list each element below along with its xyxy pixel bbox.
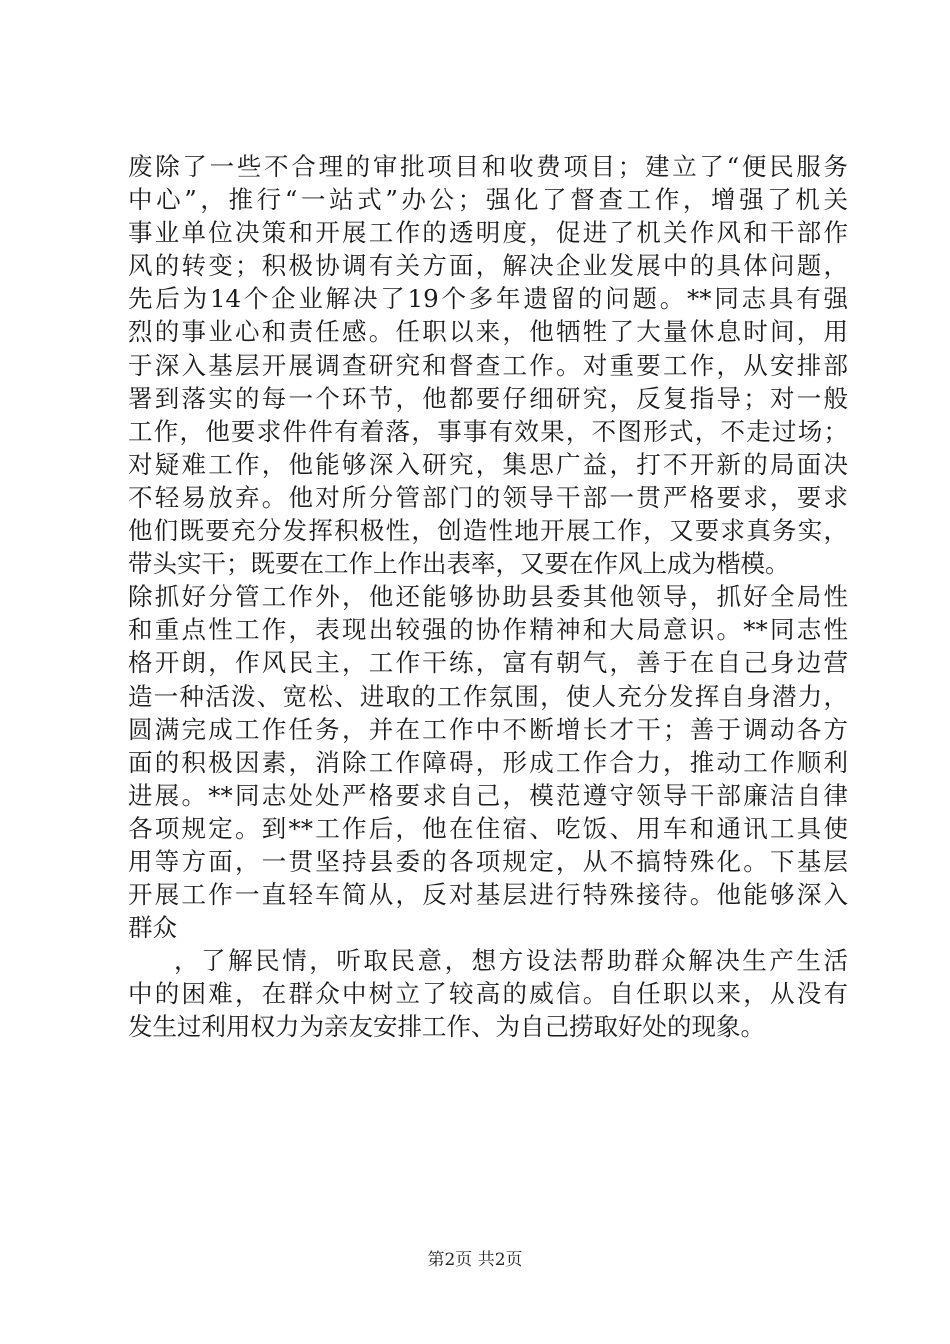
text-line: 开展工作一直轻车简从，反对基层进行特殊接待。他能够深入 <box>128 880 848 910</box>
text-line: 圆满完成工作任务，并在工作中不断增长才干；善于调动各方 <box>128 714 848 744</box>
text-line: 各项规定。到**工作后，他在住宿、吃饭、用车和通讯工具使 <box>128 813 848 843</box>
text-line: 于深入基层开展调查研究和督查工作。对重要工作，从安排部 <box>128 350 848 380</box>
text-line: 群众 <box>128 913 177 943</box>
text-line: 进展。**同志处处严格要求自己，模范遵守领导干部廉洁自律 <box>128 780 848 810</box>
text-line: 发生过利用权力为亲友安排工作、为自己捞取好处的现象。 <box>128 1012 765 1042</box>
text-line: 他们既要充分发挥积极性，创造性地开展工作，又要求真务实， <box>128 516 848 546</box>
text-line: ，了解民情，听取民意，想方设法帮助群众解决生产生活 <box>174 946 848 976</box>
text-line: 除抓好分管工作外，他还能够协助县委其他领导，抓好全局性 <box>128 582 848 612</box>
text-line: 不轻易放弃。他对所分管部门的领导干部一贯严格要求，要求 <box>128 482 848 512</box>
text-line: 带头实干；既要在工作上作出表率，又要在作风上成为楷模。 <box>128 549 790 579</box>
text-line: 烈的事业心和责任感。任职以来，他牺牲了大量休息时间，用 <box>128 317 848 347</box>
text-line: 废除了一些不合理的审批项目和收费项目；建立了“便民服务 <box>128 152 848 181</box>
text-line: 面的积极因素，消除工作障碍，形成工作合力，推动工作顺利 <box>128 747 848 777</box>
text-line: 用等方面，一贯坚持县委的各项规定，从不搞特殊化。下基层 <box>128 846 848 876</box>
body-paragraph <box>128 150 848 1044</box>
page-number-footer: 第2页 共2页 <box>427 1250 523 1270</box>
text-line: 造一种活泼、宽松、进取的工作氛围，使人充分发挥自身潜力， <box>128 681 848 711</box>
text-line: 工作，他要求件件有着落，事事有效果，不图形式，不走过场； <box>128 416 848 446</box>
text-line: 风的转变；积极协调有关方面，解决企业发展中的具体问题， <box>128 251 848 281</box>
text-line: 和重点性工作，表现出较强的协作精神和大局意识。**同志性 <box>128 615 848 645</box>
text-line: 中的困难，在群众中树立了较高的威信。自任职以来，从没有 <box>128 979 848 1009</box>
text-line: 先后为14个企业解决了19个多年遗留的问题。**同志具有强 <box>128 284 848 314</box>
text-line: 对疑难工作，他能够深入研究，集思广益，打不开新的局面决 <box>128 449 848 479</box>
text-line: 格开朗，作风民主，工作干练，富有朝气，善于在自己身边营 <box>128 648 848 678</box>
text-line: 事业单位决策和开展工作的透明度，促进了机关作风和干部作 <box>128 218 848 248</box>
text-line: 署到落实的每一个环节，他都要仔细研究，反复指导；对一般 <box>128 383 848 413</box>
text-line: 中心”，推行“一站式”办公；强化了督查工作，增强了机关 <box>128 185 848 215</box>
